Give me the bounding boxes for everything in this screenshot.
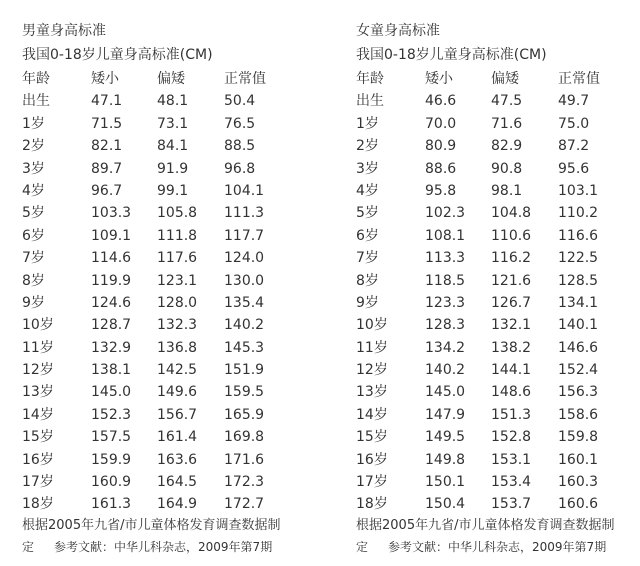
boys-title: 男童身高标准 <box>22 23 106 39</box>
girls-table-row-cell: 160.6 <box>558 496 599 513</box>
boys-table-row <box>22 225 332 247</box>
boys-table-row-cell: 151.9 <box>224 362 265 379</box>
girls-table-row-cell: 9岁 <box>356 294 379 311</box>
boys-table-row-cell: 103.3 <box>91 205 132 222</box>
boys-table-row-cell: 96.7 <box>91 182 123 199</box>
girls-table-row-cell: 46.6 <box>425 93 457 110</box>
boys-table-row <box>22 337 332 359</box>
boys-table-row <box>22 247 332 269</box>
girls-table-row-cell: 160.1 <box>558 451 599 468</box>
boys-table-row-cell: 13岁 <box>22 384 54 401</box>
boys-table-row-cell: 18岁 <box>22 496 54 513</box>
girls-table-row-cell: 102.3 <box>425 205 466 222</box>
girls-table-row-cell: 144.1 <box>491 362 532 379</box>
girls-table-row-cell: 75.0 <box>558 115 590 132</box>
boys-table-row-cell: 出生 <box>22 93 50 110</box>
boys-table-row-cell: 119.9 <box>91 272 132 289</box>
girls-table-row <box>356 158 640 180</box>
girls-table-row-cell: 134.1 <box>558 294 599 311</box>
girls-table-row-cell: 90.8 <box>491 160 523 177</box>
girls-table-row-cell: 98.1 <box>491 182 523 199</box>
boys-table-row-cell: 2岁 <box>22 138 45 155</box>
boys-table-row-cell: 84.1 <box>157 138 189 155</box>
girls-table-row-cell: 12岁 <box>356 362 388 379</box>
boys-table-row-cell: 145.3 <box>224 339 265 356</box>
girls-header-row-cell: 正常值 <box>558 71 600 87</box>
girls-table-row-cell: 10岁 <box>356 317 388 334</box>
girls-table-row-cell: 5岁 <box>356 205 379 222</box>
girls-table-row <box>356 314 640 336</box>
boys-table-row <box>22 158 332 180</box>
boys-table-row-cell: 104.1 <box>224 182 265 199</box>
boys-table-row-cell: 160.9 <box>91 474 132 491</box>
boys-table-row <box>22 426 332 448</box>
boys-table-row-cell: 132.3 <box>157 317 198 334</box>
girls-table-row-cell: 11岁 <box>356 339 388 356</box>
girls-table-row <box>356 202 640 224</box>
girls-table-row-cell: 122.5 <box>558 250 599 267</box>
girls-table-row-cell: 2岁 <box>356 138 379 155</box>
boys-table-row-cell: 117.6 <box>157 250 198 267</box>
girls-table-row-cell: 152.4 <box>558 362 599 379</box>
boys-table-row-cell: 140.2 <box>224 317 265 334</box>
boys-table-row-cell: 135.4 <box>224 294 265 311</box>
girls-footnote-reference <box>356 538 606 555</box>
girls-footnote-source-tail: 定 <box>356 540 369 554</box>
girls-table-row-cell: 150.4 <box>425 496 466 513</box>
boys-table-row-cell: 11岁 <box>22 339 54 356</box>
girls-table-row-cell: 82.9 <box>491 138 523 155</box>
girls-table-row-cell: 87.2 <box>558 138 590 155</box>
girls-table-row-cell: 108.1 <box>425 227 466 244</box>
girls-table-row <box>356 471 640 493</box>
boys-table-row-cell: 5岁 <box>22 205 45 222</box>
girls-subtitle: 我国0-18岁儿童身高标准(CM) <box>356 47 547 63</box>
boys-table-row <box>22 202 332 224</box>
girls-table-row-cell: 71.6 <box>491 115 523 132</box>
boys-table-row-cell: 111.8 <box>157 227 198 244</box>
girls-height-table <box>356 68 640 516</box>
girls-table-row-cell: 4岁 <box>356 182 379 199</box>
boys-table-row-cell: 172.3 <box>224 474 265 491</box>
boys-table-row <box>22 381 332 403</box>
girls-footnote-citation: 参考文献：中华儿科杂志，2009年第7期 <box>388 540 607 554</box>
boys-table-row-cell: 136.8 <box>157 339 198 356</box>
boys-table-row-cell: 91.9 <box>157 160 189 177</box>
boys-table-row-cell: 164.9 <box>157 496 198 513</box>
girls-table-row <box>356 359 640 381</box>
boys-table-row-cell: 111.3 <box>224 205 265 222</box>
boys-table-row-cell: 47.1 <box>91 93 123 110</box>
boys-table-row <box>22 449 332 471</box>
boys-table-row <box>22 314 332 336</box>
boys-footnote-source: 根据2005年九省/市儿童体格发育调查数据制 <box>22 518 281 533</box>
girls-table-row-cell: 8岁 <box>356 272 379 289</box>
girls-header-row-cell: 矮小 <box>425 71 453 87</box>
boys-table-row <box>22 404 332 426</box>
boys-table-row-cell: 149.6 <box>157 384 198 401</box>
boys-table-row-cell: 145.0 <box>91 384 132 401</box>
girls-table-row <box>356 135 640 157</box>
boys-table-row <box>22 270 332 292</box>
girls-table-row-cell: 160.3 <box>558 474 599 491</box>
girls-table-row-cell: 121.6 <box>491 272 532 289</box>
girls-table-row-cell: 146.6 <box>558 339 599 356</box>
girls-table-row-cell: 153.1 <box>491 451 532 468</box>
girls-table-row-cell: 156.3 <box>558 384 599 401</box>
girls-table-row-cell: 149.8 <box>425 451 466 468</box>
girls-table-row-cell: 128.3 <box>425 317 466 334</box>
boys-table-row-cell: 123.1 <box>157 272 198 289</box>
boys-table-row-cell: 124.0 <box>224 250 265 267</box>
girls-table-row-cell: 3岁 <box>356 160 379 177</box>
girls-table-row-cell: 151.3 <box>491 406 532 423</box>
boys-table-row-cell: 152.3 <box>91 406 132 423</box>
boys-table-row <box>22 493 332 515</box>
girls-table-row-cell: 128.5 <box>558 272 599 289</box>
boys-table-row-cell: 14岁 <box>22 406 54 423</box>
girls-table-row <box>356 247 640 269</box>
boys-footnote-source-tail: 定 <box>22 540 35 554</box>
girls-table-row-cell: 159.8 <box>558 429 599 446</box>
girls-table-row <box>356 381 640 403</box>
boys-table-row <box>22 113 332 135</box>
boys-table-row-cell: 6岁 <box>22 227 45 244</box>
girls-table-row-cell: 150.1 <box>425 474 466 491</box>
girls-table-row-cell: 80.9 <box>425 138 457 155</box>
girls-table-row <box>356 270 640 292</box>
boys-table-row-cell: 132.9 <box>91 339 132 356</box>
boys-table-row-cell: 15岁 <box>22 429 54 446</box>
boys-table-row-cell: 172.7 <box>224 496 265 513</box>
girls-table-row <box>356 426 640 448</box>
boys-table-row-cell: 88.5 <box>224 138 256 155</box>
girls-table-row-cell: 95.8 <box>425 182 457 199</box>
boys-table-row-cell: 142.5 <box>157 362 198 379</box>
girls-table-row-cell: 17岁 <box>356 474 388 491</box>
girls-table-row <box>356 225 640 247</box>
boys-table-row-cell: 16岁 <box>22 451 54 468</box>
girls-table-row <box>356 337 640 359</box>
boys-table-row-cell: 128.7 <box>91 317 132 334</box>
boys-header-row-cell: 偏矮 <box>157 71 185 87</box>
boys-header-row <box>22 68 332 90</box>
girls-table-row-cell: 15岁 <box>356 429 388 446</box>
boys-table-row-cell: 138.1 <box>91 362 132 379</box>
boys-height-panel <box>22 0 332 566</box>
boys-table-row <box>22 90 332 112</box>
boys-table-row-cell: 89.7 <box>91 160 123 177</box>
boys-table-row-cell: 71.5 <box>91 115 123 132</box>
girls-table-row-cell: 6岁 <box>356 227 379 244</box>
boys-table-row-cell: 159.9 <box>91 451 132 468</box>
boys-table-row-cell: 109.1 <box>91 227 132 244</box>
girls-table-row <box>356 113 640 135</box>
girls-title: 女童身高标准 <box>356 23 440 39</box>
girls-table-row-cell: 149.5 <box>425 429 466 446</box>
boys-footnote-citation: 参考文献：中华儿科杂志，2009年第7期 <box>54 540 273 554</box>
boys-table-row-cell: 114.6 <box>91 250 132 267</box>
girls-table-row <box>356 404 640 426</box>
boys-table-row-cell: 48.1 <box>157 93 189 110</box>
girls-table-row-cell: 123.3 <box>425 294 466 311</box>
boys-table-row-cell: 1岁 <box>22 115 45 132</box>
boys-table-row <box>22 180 332 202</box>
boys-table-row-cell: 96.8 <box>224 160 256 177</box>
boys-header-row-cell: 正常值 <box>224 71 266 87</box>
boys-table-row-cell: 7岁 <box>22 250 45 267</box>
boys-table-row-cell: 8岁 <box>22 272 45 289</box>
girls-table-row-cell: 13岁 <box>356 384 388 401</box>
girls-table-row-cell: 88.6 <box>425 160 457 177</box>
boys-table-row <box>22 471 332 493</box>
girls-table-row-cell: 103.1 <box>558 182 599 199</box>
boys-table-row-cell: 10岁 <box>22 317 54 334</box>
girls-table-row-cell: 148.6 <box>491 384 532 401</box>
girls-table-row-cell: 16岁 <box>356 451 388 468</box>
boys-table-row <box>22 359 332 381</box>
boys-table-row-cell: 124.6 <box>91 294 132 311</box>
boys-table-row-cell: 157.5 <box>91 429 132 446</box>
girls-table-row <box>356 292 640 314</box>
girls-table-row-cell: 126.7 <box>491 294 532 311</box>
boys-subtitle: 我国0-18岁儿童身高标准(CM) <box>22 47 213 63</box>
girls-header-row-cell: 年龄 <box>356 71 384 87</box>
girls-table-row-cell: 140.1 <box>558 317 599 334</box>
boys-table-row-cell: 99.1 <box>157 182 189 199</box>
boys-table-row-cell: 171.6 <box>224 451 265 468</box>
boys-table-row-cell: 17岁 <box>22 474 54 491</box>
girls-table-row-cell: 147.9 <box>425 406 466 423</box>
girls-table-row-cell: 出生 <box>356 93 384 110</box>
girls-table-row-cell: 1岁 <box>356 115 379 132</box>
girls-table-row-cell: 140.2 <box>425 362 466 379</box>
girls-table-row-cell: 138.2 <box>491 339 532 356</box>
boys-table-row-cell: 165.9 <box>224 406 265 423</box>
girls-table-row-cell: 116.6 <box>558 227 599 244</box>
boys-table-row-cell: 164.5 <box>157 474 198 491</box>
boys-table-row-cell: 169.8 <box>224 429 265 446</box>
boys-table-row-cell: 130.0 <box>224 272 265 289</box>
boys-table-row-cell: 161.3 <box>91 496 132 513</box>
girls-table-row-cell: 158.6 <box>558 406 599 423</box>
girls-table-row-cell: 152.8 <box>491 429 532 446</box>
girls-table-row-cell: 116.2 <box>491 250 532 267</box>
boys-table-row <box>22 292 332 314</box>
boys-table-row-cell: 128.0 <box>157 294 198 311</box>
girls-table-row-cell: 47.5 <box>491 93 523 110</box>
girls-table-row-cell: 153.4 <box>491 474 532 491</box>
boys-table-row-cell: 159.5 <box>224 384 265 401</box>
girls-table-row-cell: 104.8 <box>491 205 532 222</box>
girls-table-row-cell: 113.3 <box>425 250 466 267</box>
girls-table-row <box>356 449 640 471</box>
boys-table-row-cell: 73.1 <box>157 115 189 132</box>
girls-height-panel <box>356 0 640 566</box>
girls-table-row-cell: 134.2 <box>425 339 466 356</box>
boys-header-row-cell: 矮小 <box>91 71 119 87</box>
girls-table-row <box>356 180 640 202</box>
girls-header-row <box>356 68 640 90</box>
boys-footnote-reference <box>22 538 272 555</box>
girls-table-row-cell: 49.7 <box>558 93 590 110</box>
girls-table-row-cell: 18岁 <box>356 496 388 513</box>
boys-table-row-cell: 82.1 <box>91 138 123 155</box>
girls-table-row-cell: 110.2 <box>558 205 599 222</box>
girls-table-row-cell: 14岁 <box>356 406 388 423</box>
boys-table-row-cell: 105.8 <box>157 205 198 222</box>
girls-table-row <box>356 493 640 515</box>
boys-table-row-cell: 117.7 <box>224 227 265 244</box>
girls-footnote-source: 根据2005年九省/市儿童体格发育调查数据制 <box>356 518 615 533</box>
girls-table-row-cell: 145.0 <box>425 384 466 401</box>
girls-table-row <box>356 90 640 112</box>
girls-table-row-cell: 70.0 <box>425 115 457 132</box>
boys-table-row-cell: 3岁 <box>22 160 45 177</box>
boys-table-row-cell: 12岁 <box>22 362 54 379</box>
boys-table-row <box>22 135 332 157</box>
boys-header-row-cell: 年龄 <box>22 71 50 87</box>
boys-table-row-cell: 76.5 <box>224 115 256 132</box>
boys-table-row-cell: 50.4 <box>224 93 256 110</box>
boys-table-row-cell: 156.7 <box>157 406 198 423</box>
boys-table-row-cell: 163.6 <box>157 451 198 468</box>
boys-table-row-cell: 9岁 <box>22 294 45 311</box>
girls-header-row-cell: 偏矮 <box>491 71 519 87</box>
girls-table-row-cell: 132.1 <box>491 317 532 334</box>
girls-table-row-cell: 95.6 <box>558 160 590 177</box>
girls-table-row-cell: 110.6 <box>491 227 532 244</box>
girls-table-row-cell: 153.7 <box>491 496 532 513</box>
girls-table-row-cell: 118.5 <box>425 272 466 289</box>
boys-table-row-cell: 4岁 <box>22 182 45 199</box>
boys-table-row-cell: 161.4 <box>157 429 198 446</box>
girls-table-row-cell: 7岁 <box>356 250 379 267</box>
boys-height-table <box>22 68 332 516</box>
